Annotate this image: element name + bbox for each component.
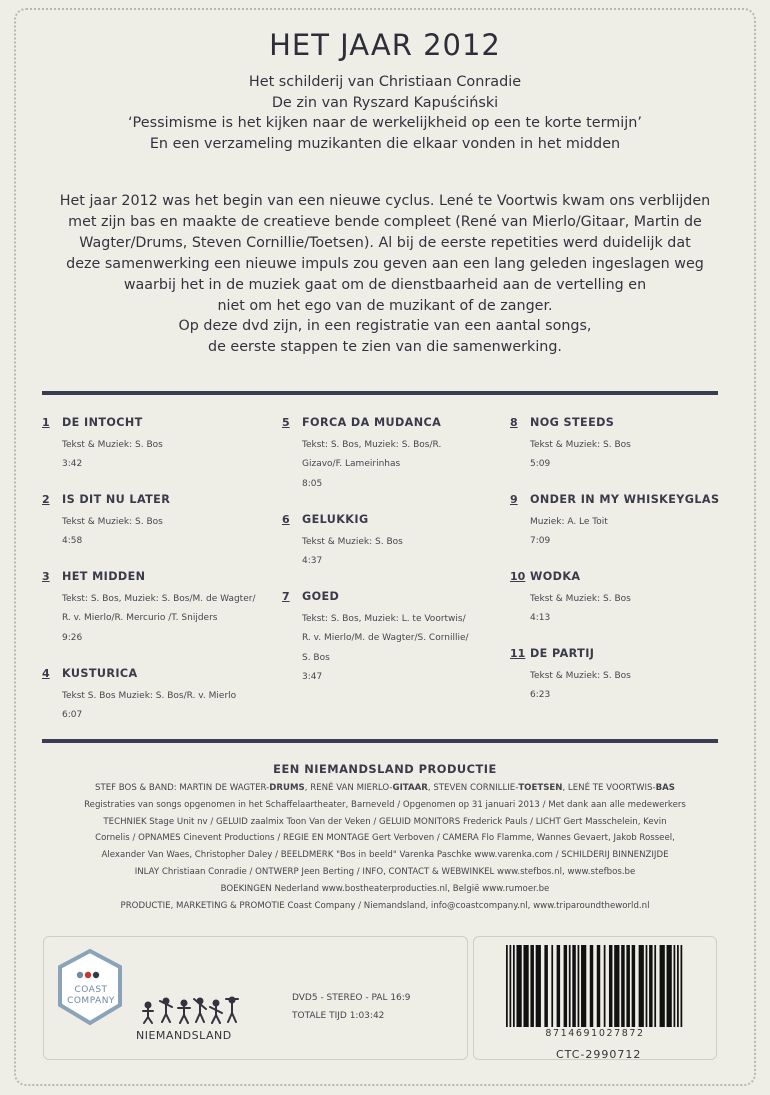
track-title: HET MIDDEN (62, 570, 146, 583)
credit-line: TECHNIEK Stage Unit nv / GELUID zaalmix Toon Van der Veken / GELUID MONITORS Frederick Pauls / LICHT Gert Masschelein, Kevin (103, 816, 667, 827)
credit-line: Muziek: A. Le Toit (530, 517, 608, 527)
credit-line: S. Bos (302, 652, 330, 663)
track-number: 7 (282, 590, 290, 603)
track-title: GOED (302, 590, 340, 603)
body-line: Op deze dvd zijn, in een registratie van een aantal songs, (178, 318, 592, 335)
barcode-bar (674, 945, 676, 1027)
band-text: STEF BOS & BAND: MARTIN DE WAGTER- (95, 783, 270, 793)
intro-line: En een verzameling muzikanten die elkaar vonden in het midden (149, 135, 621, 152)
body-line: de eerste stappen te zien van die samenwerking. (208, 339, 562, 356)
barcode-bar (506, 945, 508, 1027)
intro-line: ‘Pessimisme is het kijken naar de werkelijkheid op een te korte termijn’ (127, 115, 642, 132)
barcode-icon (506, 945, 684, 1027)
barcode-bar (569, 945, 571, 1027)
intro-line: De zin van Ryszard Kapuściński (271, 94, 499, 111)
band-line (40, 780, 730, 797)
barcode-bar (536, 945, 541, 1027)
track-credits (62, 513, 262, 552)
track-number: 1 (42, 416, 50, 429)
barcode-bar (523, 945, 528, 1027)
track-duration: 6:07 (62, 710, 83, 721)
barcode-bar (513, 945, 515, 1027)
track-duration: 9:26 (62, 632, 83, 643)
barcode-bar (530, 945, 533, 1027)
page-title: HET JAAR 2012 (269, 28, 501, 62)
credit-line: Tekst: S. Bos, Muziek: L. te Voortwis/ (302, 614, 466, 624)
barcode-panel (473, 936, 717, 1060)
credit-line: Tekst: S. Bos, Muziek: S. Bos/M. de Wagter/ (62, 594, 256, 604)
track-credits (530, 667, 730, 706)
track-title: DE INTOCHT (62, 416, 143, 429)
track-title: WODKA (530, 570, 581, 583)
barcode-bar (590, 945, 593, 1027)
barcode-bar (509, 945, 511, 1027)
credit-line: Cornelis / OPNAMES Cinevent Productions / REGIE EN MONTAGE Gert Verboven / CAMERA Flo Flamme, Wannes Gevaert, Jakob Rosseel, (95, 833, 675, 844)
barcode-bar (677, 945, 679, 1027)
barcode-bar (551, 945, 553, 1027)
barcode-bar (626, 945, 629, 1027)
barcode-bar (557, 945, 560, 1027)
track-duration: 8:05 (302, 478, 323, 489)
body-line: Wagter/Drums, Steven Cornillie/Toetsen). Al bij de eerste repetities werd duidelijk dat (79, 234, 691, 251)
body-line: waarbij het in de muziek gaat om de dienstbaarheid aan de vertelling en (123, 276, 647, 293)
track-credits (530, 590, 730, 629)
band-role: BAS (655, 783, 675, 793)
credit-line: Tekst & Muziek: S. Bos (530, 671, 631, 681)
barcode-bar (621, 945, 624, 1027)
barcode-bar (646, 945, 648, 1027)
band-role: TOETSEN (518, 783, 563, 793)
track-credits (302, 610, 502, 687)
barcode-bar (681, 945, 683, 1027)
coast-company-wordmark: COAST COMPANY (67, 985, 115, 1006)
track-duration: 3:42 (62, 459, 83, 470)
track-title: ONDER IN MY WHISKEYGLAS (530, 493, 720, 506)
dvd-format: DVD5 - STEREO - PAL 16:9 (292, 993, 411, 1003)
band-text: , STEVEN CORNILLIE- (427, 783, 519, 793)
track-duration: 4:13 (530, 613, 551, 624)
credit-line: Gizavo/F. Lameirinhas (302, 459, 401, 470)
track-title: KUSTURICA (62, 667, 138, 680)
barcode-bar (632, 945, 635, 1027)
credit-line: INLAY Christiaan Conradie / ONTWERP Jeen Berting / INFO, CONTACT & WEBWINKEL www.stefbos.nl, www.stefbos.be (134, 866, 636, 877)
body-line: niet om het ego van de muzikant of de zanger. (217, 297, 553, 314)
niemandsland-wordmark: NIEMANDSLAND (136, 1029, 232, 1042)
credit-line: Tekst & Muziek: S. Bos (302, 537, 403, 547)
track-number: 4 (42, 667, 50, 680)
logo-panel (43, 936, 468, 1060)
credit-line: R. v. Mierlo/M. de Wagter/S. Cornillie/ (302, 633, 469, 644)
barcode-bar (667, 945, 672, 1027)
track-duration: 4:58 (62, 536, 83, 547)
track-title: GELUKKIG (302, 513, 369, 526)
band-role: DRUMS (269, 783, 305, 793)
barcode-bar (544, 945, 547, 1027)
body-line: deze samenwerking een nieuwe impuls zou geven aan een lang geleden ingeslagen weg (66, 255, 704, 272)
band-text: , LENÉ TE VOORTWIS- (562, 783, 656, 793)
track-number: 2 (42, 493, 50, 506)
track-title: DE PARTIJ (530, 647, 595, 660)
niemandsland-figures-icon (140, 995, 252, 1025)
track-number: 10 (510, 570, 526, 583)
track-credits (62, 590, 262, 648)
intro-line: Het schilderij van Christiaan Conradie (248, 74, 522, 90)
track-credits (302, 533, 502, 572)
track-number: 9 (510, 493, 518, 506)
divider-rule-bottom (42, 739, 718, 743)
barcode-bar (649, 945, 652, 1027)
barcode-bar (604, 945, 606, 1027)
barcode-bar (614, 945, 619, 1027)
credit-line: Tekst & Muziek: S. Bos (530, 440, 631, 450)
band-text: , RENÉ VAN MIERLO- (304, 783, 393, 793)
divider-rule-top (42, 391, 718, 395)
barcode-bar (578, 945, 580, 1027)
credit-line: Tekst S. Bos Muziek: S. Bos/R. v. Mierlo (62, 691, 237, 701)
track-number: 8 (510, 416, 518, 429)
total-duration: TOTALE TIJD 1:03:42 (292, 1011, 385, 1021)
barcode-bar (639, 945, 644, 1027)
credit-line: Alexander Van Waes, Christopher Daley / BEELDMERK "Bos in beeld" Varenka Paschke www.varenka.com / SCHILDERIJ BINNENZIJDE (101, 850, 669, 861)
barcode-bar (564, 945, 567, 1027)
intro-text (40, 72, 730, 154)
barcode-bar (609, 945, 612, 1027)
catalog-number: CTC-2990712 (556, 1048, 642, 1061)
credit-line: BOEKINGEN Nederland www.bostheaterproducties.nl, België www.rumoer.be (220, 883, 550, 894)
track-credits (62, 436, 262, 475)
track-duration: 3:47 (302, 671, 323, 682)
production-title: EEN NIEMANDSLAND PRODUCTIE (273, 762, 497, 776)
credit-line: Tekst & Muziek: S. Bos (62, 517, 163, 527)
barcode-bar (654, 945, 656, 1027)
track-title: NOG STEEDS (530, 416, 615, 429)
track-credits (530, 436, 730, 475)
credit-line: Tekst & Muziek: S. Bos (62, 440, 163, 450)
credit-line: Tekst & Muziek: S. Bos (530, 594, 631, 604)
track-duration: 6:23 (530, 690, 551, 701)
track-title: FORCA DA MUDANCA (302, 416, 442, 429)
dvd-specs (292, 989, 411, 1025)
credit-line: Tekst: S. Bos, Muziek: S. Bos/R. (302, 440, 442, 450)
track-title: IS DIT NU LATER (62, 493, 171, 506)
track-number: 6 (282, 513, 290, 526)
barcode-bar (660, 945, 665, 1027)
track-credits (302, 436, 502, 494)
body-line: met zijn bas en maakte de creatieve bende compleet (René van Mierlo/Gitaar, Martin de (68, 213, 702, 230)
track-number: 5 (282, 416, 290, 429)
credit-line: Registraties van songs opgenomen in het Schaffelaartheater, Barneveld / Opgenomen op 31 januari 2013 / Met dank aan alle medewerkers (84, 799, 686, 810)
track-credits (530, 513, 730, 552)
production-credits (40, 780, 730, 914)
barcode-bar (516, 945, 521, 1027)
track-credits (62, 687, 262, 726)
band-role: GITAAR (392, 783, 428, 793)
description-text (40, 191, 730, 358)
barcode-number: 8714691027872 (545, 1028, 645, 1039)
track-duration: 4:37 (302, 556, 323, 567)
barcode-bar (597, 945, 600, 1027)
track-number: 3 (42, 570, 50, 583)
credit-line: PRODUCTIE, MARKETING & PROMOTIE Coast Company / Niemandsland, info@coastcompany.nl, www.triparoundtheworld.nl (120, 900, 650, 911)
body-line: Het jaar 2012 was het begin van een nieuwe cyclus. Lené te Voortwis kwam ons verblijden (59, 193, 711, 209)
track-number: 11 (510, 647, 526, 660)
credit-line: R. v. Mierlo/R. Mercurio /T. Snijders (62, 613, 218, 624)
barcode-bar (572, 945, 575, 1027)
track-duration: 5:09 (530, 459, 551, 470)
barcode-bar (581, 945, 586, 1027)
track-duration: 7:09 (530, 536, 551, 547)
